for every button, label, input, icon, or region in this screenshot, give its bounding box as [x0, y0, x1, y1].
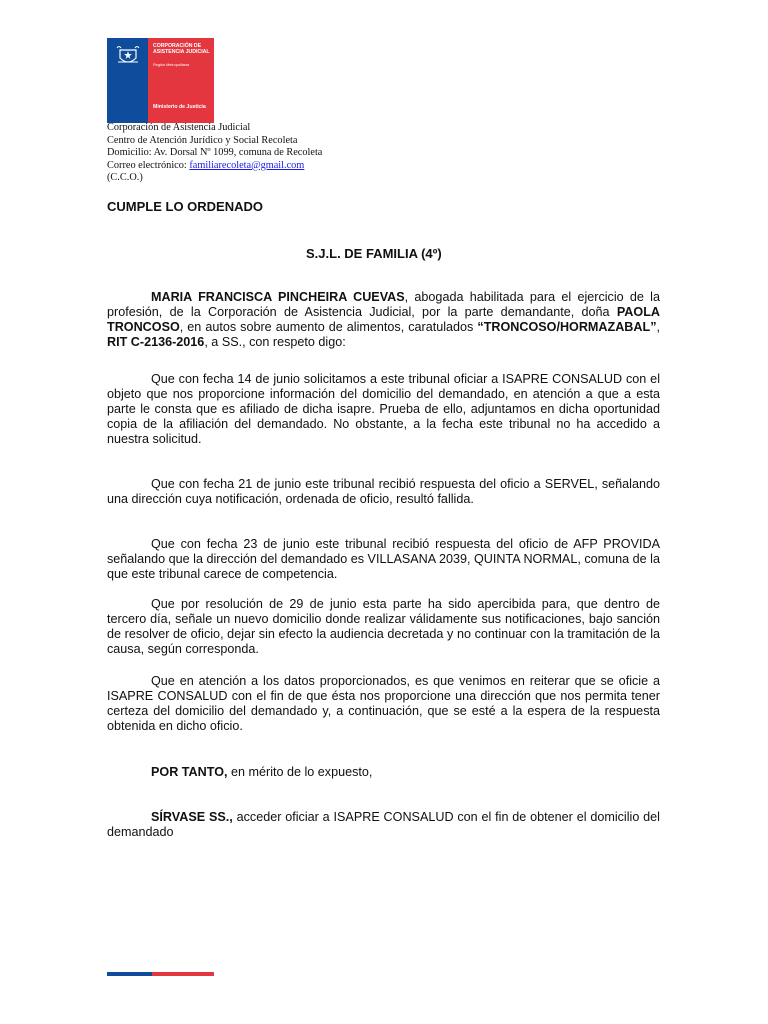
paragraph-text: Que con fecha 14 de junio solicitamos a este tribunal oficiar a ISAPRE CONSALUD con el objeto que nos proporcione información del domicilio del demandado, en atención a que a esta parte le consta que es afiliado de dicha isapre. Prueba de ello, adjuntamos en dicha oportunidad copia de la afiliación del demandado. No obstante, a la fecha este tribunal no ha accedido a nuestra solicitud. — [107, 372, 660, 446]
email-label: Correo electrónico: — [107, 159, 190, 171]
sirvase-label: SÍRVASE SS., — [151, 810, 233, 824]
logo-blue-panel — [107, 38, 148, 123]
letterhead-address: Domicilio: Av. Dorsal Nº 1099, comuna de Recoleta — [107, 147, 323, 159]
letterhead-org: Corporación de Asistencia Judicial — [107, 122, 251, 133]
footer-bar-red — [152, 972, 214, 976]
logo-org-name: CORPORACIÓN DE ASISTENCIA JUDICIAL — [153, 43, 210, 55]
email-link[interactable]: familiarecoleta@gmail.com — [189, 159, 305, 171]
logo-region: Región Metropolitana — [153, 63, 190, 67]
coat-of-arms-icon — [115, 44, 141, 68]
por-tanto-label: POR TANTO, — [151, 765, 228, 779]
body-paragraph — [107, 537, 660, 582]
intro-text: , — [656, 320, 660, 334]
intro-text: , a SS., con respeto digo: — [204, 335, 346, 349]
paragraph-text: Que con fecha 23 de junio este tribunal recibió respuesta del oficio de AFP PROVIDA señalando que la dirección del demandado es VILLASANA 2039, QUINTA NORMAL, comuna de la que este tribunal carece de competencia. — [107, 537, 660, 581]
letterhead-cco: (C.C.O.) — [107, 172, 143, 184]
document-title: CUMPLE LO ORDENADO — [107, 199, 263, 214]
body-paragraph — [107, 477, 660, 507]
lawyer-name: MARIA FRANCISCA PINCHEIRA CUEVAS — [151, 290, 405, 304]
letterhead-center: Centro de Atención Jurídico y Social Recoleta — [107, 134, 298, 146]
intro-text: , abogada habilitada para el ejercicio de la profesión, de la Corporación de Asistencia Judicial, por la parte demandante, doña — [107, 290, 660, 319]
body-paragraph — [107, 597, 660, 657]
sirvase-text: acceder oficiar a ISAPRE CONSALUD con el fin de obtener el domicilio del demandado — [107, 810, 660, 839]
court-heading: S.J.L. DE FAMILIA (4º) — [306, 246, 442, 261]
letterhead-email-line — [107, 160, 322, 173]
body-paragraph — [107, 674, 660, 734]
institution-logo — [107, 38, 214, 123]
logo-ministry: Ministerio de Justicia — [153, 104, 206, 110]
paragraph-text: Que con fecha 21 de junio este tribunal recibió respuesta del oficio a SERVEL, señalando una dirección cuya notificación, ordenada de oficio, resultó fallida. — [107, 477, 660, 506]
case-rit: RIT C-2136-2016 — [107, 335, 205, 349]
paragraph-text: Que en atención a los datos proporcionados, es que venimos en reiterar que se oficie a ISAPRE CONSALUD con el fin de que ésta nos proporcione una dirección que nos permita tener certeza del domicilio del demandado y, a continuación, que se esté a la espera de la respuesta obtenida en dicho oficio. — [107, 674, 660, 733]
case-caption: “TRONCOSO/HORMAZABAL” — [477, 320, 657, 334]
por-tanto-text: en mérito de lo expuesto, — [227, 765, 373, 779]
letterhead — [107, 122, 322, 185]
footer-color-bar — [107, 972, 214, 976]
paragraph-text: Que por resolución de 29 de junio esta parte ha sido apercibida para, que dentro de tercero día, señale un nuevo domicilio donde realizar válidamente sus notificaciones, bajo sanción de resolver de oficio, dejar sin efecto la audiencia decretada y no continuar con la tramitación de la causa, según corresponda. — [107, 597, 660, 656]
body-paragraph — [107, 372, 660, 447]
intro-text: , en autos sobre aumento de alimentos, caratulados — [179, 320, 478, 334]
por-tanto-paragraph — [107, 765, 660, 780]
footer-bar-blue — [107, 972, 152, 976]
intro-paragraph — [107, 290, 660, 350]
sirvase-paragraph — [107, 810, 660, 840]
client-name: PAOLA TRONCOSO — [107, 305, 660, 334]
